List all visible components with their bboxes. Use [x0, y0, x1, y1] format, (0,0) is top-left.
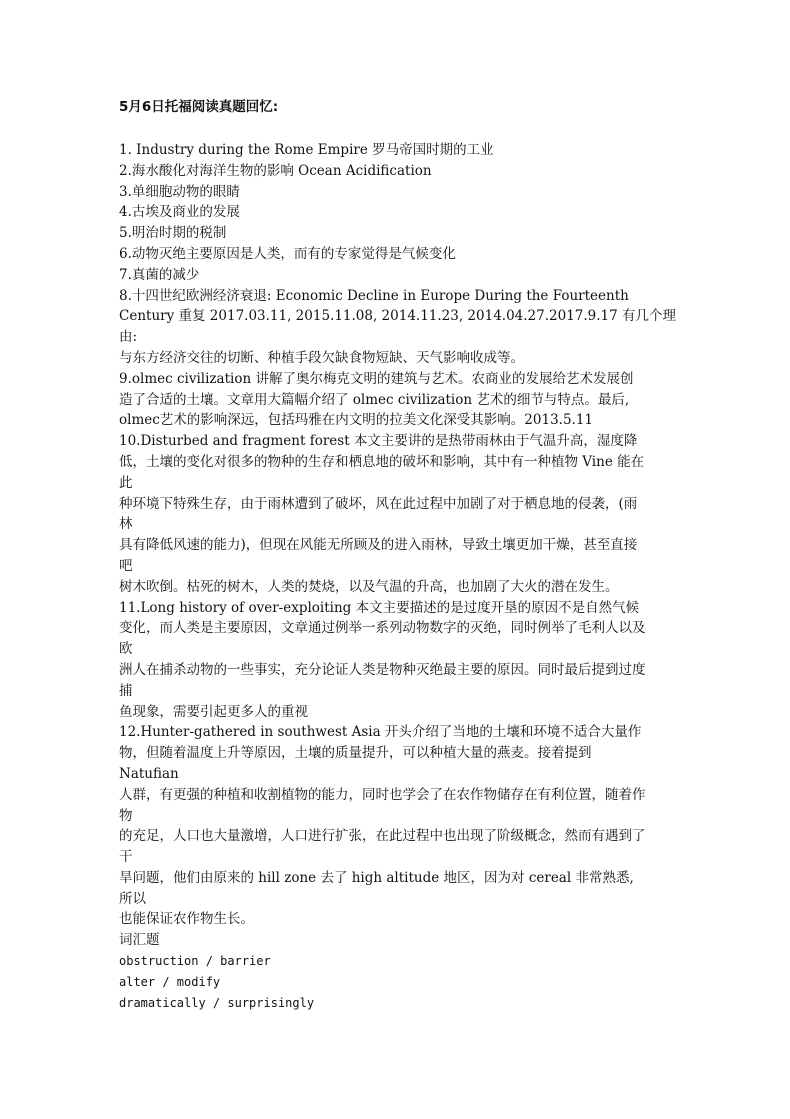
text-line: 3.单细胞动物的眼睛 — [119, 183, 240, 200]
text-line: 吧 — [119, 557, 133, 574]
text-line: 变化，而人类是主要原因，文章通过例举一系列动物数字的灭绝，同时例举了毛利人以及 — [119, 620, 646, 637]
text-line: 种环境下特殊生存，由于雨林遭到了破坏，风在此过程中加剧了对于栖息地的侵袭，(雨 — [119, 495, 638, 512]
text-line: Century 重复 2017.03.11, 2015.11.08, 2014.11.23, 2014.04.27.2017.9.17 有几个理 — [119, 308, 677, 325]
text-line: 由: — [119, 329, 138, 346]
text-line: Natufian — [119, 765, 179, 782]
text-line: 9.olmec civilization 讲解了奥尔梅克文明的建筑与艺术。农商业的发展给艺术发展创 — [119, 370, 634, 387]
text-line: 低，土壤的变化对很多的物种的生存和栖息地的破坏和影响，其中有一种植物 Vine 能在 — [119, 453, 645, 470]
text-line: 8.十四世纪欧洲经济衰退: Economic Decline in Europe During the Fourteenth — [119, 287, 629, 304]
text-line: 洲人在捕杀动物的一些事实，充分论证人类是物种灭绝最主要的原因。同时最后提到过度 — [119, 661, 646, 678]
vocab-item: alter / modify — [119, 974, 221, 989]
vocab-item: obstruction / barrier — [119, 954, 271, 969]
text-line: 5.明治时期的税制 — [119, 225, 227, 242]
text-line: 7.真菌的减少 — [119, 266, 200, 283]
text-line: 6.动物灭绝主要原因是人类，而有的专家觉得是气候变化 — [119, 245, 456, 262]
vocab-item: dramatically / surprisingly — [119, 995, 315, 1010]
text-line: 此 — [119, 474, 133, 491]
text-line: 旱问题，他们由原来的 hill zone 去了 high altitude 地区，因为对 cereal 非常熟悉, — [119, 869, 634, 886]
page-title: 5月6日托福阅读真题回忆: — [119, 99, 279, 115]
text-line: 也能保证农作物生长。 — [119, 911, 254, 928]
text-line: 12.Hunter-gathered in southwest Asia 开头介绍了当地的土壤和环境不适合大量作 — [119, 724, 642, 741]
text-line: 11.Long history of over-exploiting 本文主要描述的是过度开垦的原因不是自然气候 — [119, 599, 640, 616]
text-line: 2.海水酸化对海洋生物的影响 Ocean Acidification — [119, 162, 432, 179]
text-line: 具有降低风速的能力)，但现在风能无所顾及的进入雨林，导致土壤更加干燥，甚至直接 — [119, 537, 638, 554]
text-line: 的充足，人口也大量激增，人口进行扩张，在此过程中也出现了阶级概念，然而有遇到了 — [119, 828, 646, 845]
text-line: 物 — [119, 807, 133, 824]
text-line: olmec艺术的影响深远，包括玛雅在内文明的拉美文化深受其影响。2013.5.11 — [119, 412, 594, 429]
text-line: 所以 — [119, 890, 146, 907]
text-line: 造了合适的土壤。文章用大篇幅介绍了 olmec civilization 艺术的细节与特点。最后, — [119, 391, 630, 408]
text-line: 欧 — [119, 641, 133, 658]
text-line: 1. Industry during the Rome Empire 罗马帝国时期的工业 — [119, 142, 494, 158]
text-line: 人群，有更强的种植和收割植物的能力，同时也学会了在农作物储存在有利位置，随着作 — [119, 786, 646, 803]
body-text — [119, 140, 684, 1013]
text-line: 树木吹倒。枯死的树木，人类的焚烧，以及气温的升高，也加剧了大火的潜在发生。 — [119, 578, 619, 595]
text-line: 干 — [119, 849, 133, 866]
text-line: 林 — [119, 516, 133, 533]
text-line: 鱼现象，需要引起更多人的重视 — [119, 703, 308, 720]
text-line: 物，但随着温度上升等原因，土壤的质量提升，可以种植大量的燕麦。接着提到 — [119, 745, 592, 762]
text-line: 与东方经济交往的切断、种植手段欠缺食物短缺、天气影响收成等。 — [119, 349, 524, 366]
section-heading: 词汇题 — [119, 932, 160, 949]
text-line: 捕 — [119, 682, 133, 699]
text-line: 10.Disturbed and fragment forest 本文主要讲的是热带雨林由于气温升高，湿度降 — [119, 433, 638, 450]
text-line: 4.古埃及商业的发展 — [119, 204, 240, 221]
